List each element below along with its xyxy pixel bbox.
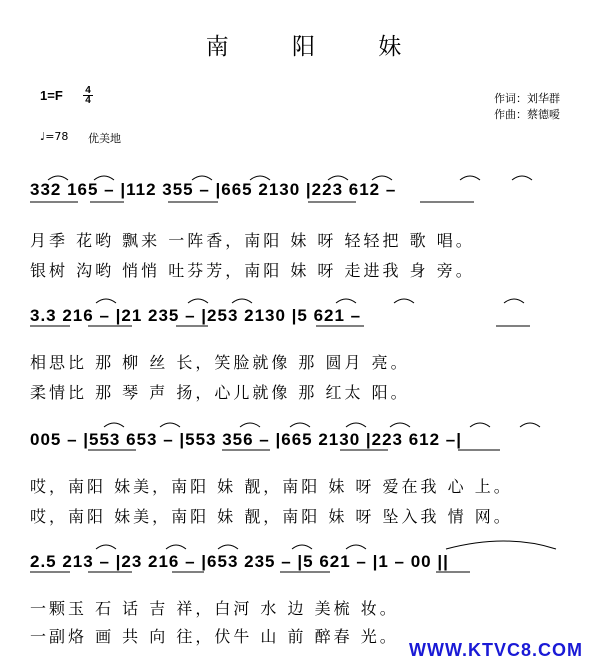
lyric-line: 哎，南阳 妹美，南阳 妹 靓，南阳 妹 呀 爱在我 心 上。 bbox=[30, 477, 513, 496]
key-signature: 1=F bbox=[40, 88, 63, 103]
watermark-url: WWW.KTVC8.COM bbox=[409, 640, 583, 660]
lyricist-credit: 作词：刘华群 bbox=[494, 92, 560, 105]
lyric-line: 一颗玉 石 话 吉 祥，白河 水 边 美梳 妆。 bbox=[30, 599, 399, 618]
lyric-line: 相思比 那 柳 丝 长，笑脸就像 那 圆月 亮。 bbox=[30, 353, 410, 372]
time-signature-top: 4 bbox=[85, 85, 91, 96]
song-title: 南 阳 妹 bbox=[205, 34, 430, 60]
tempo-marking: ♩=78 bbox=[40, 130, 69, 143]
lyric-line: 一副烙 画 共 向 往，伏牛 山 前 醉春 光。 bbox=[30, 627, 399, 646]
notation-line: 3.3 216 – |21 235 – |253 2130 |5 621 – bbox=[30, 306, 362, 325]
lyric-line: 月季 花哟 飘来 一阵香，南阳 妹 呀 轻轻把 歌 唱。 bbox=[30, 231, 475, 250]
expression-marking: 优美地 bbox=[88, 132, 121, 145]
time-signature-bottom: 4 bbox=[85, 95, 91, 106]
notation-line: 332 165 – |112 355 – |665 2130 |223 612 – bbox=[30, 180, 397, 199]
composer-credit: 作曲：蔡德嗳 bbox=[494, 108, 560, 121]
notation-line: 2.5 213 – |23 216 – |653 235 – |5 621 – |1 – 00 || bbox=[30, 552, 449, 571]
lyric-line: 银树 沟哟 悄悄 吐芬芳，南阳 妹 呀 走进我 身 旁。 bbox=[30, 261, 475, 280]
notation-line: 005 – |553 653 – |553 356 – |665 2130 |223 612 –| bbox=[30, 430, 463, 449]
lyric-line: 哎，南阳 妹美，南阳 妹 靓，南阳 妹 呀 坠入我 情 网。 bbox=[30, 507, 513, 526]
lyric-line: 柔情比 那 琴 声 扬，心儿就像 那 红太 阳。 bbox=[30, 383, 410, 402]
time-signature bbox=[82, 86, 94, 105]
